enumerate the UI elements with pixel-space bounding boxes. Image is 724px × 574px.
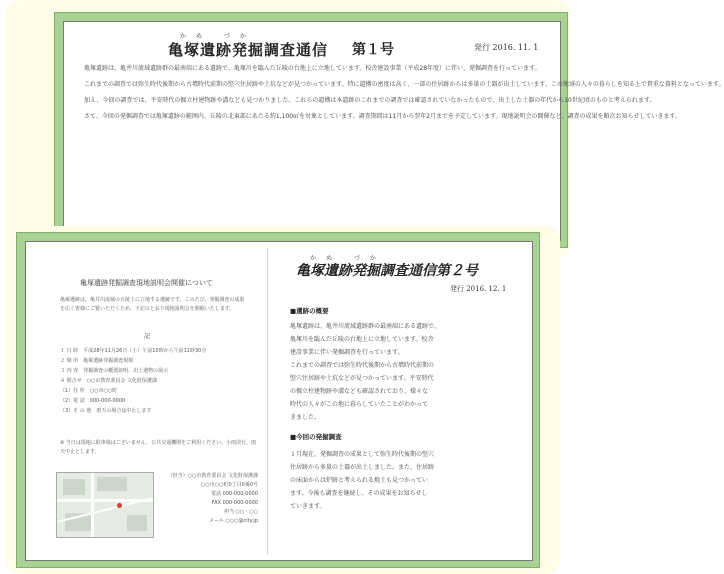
- meeting-notice-contact: [134, 472, 258, 526]
- meeting-notice-page: [26, 242, 266, 560]
- body-line: 時代の人々がこの地に暮らしていたことがわかって: [290, 401, 429, 408]
- body-line: の掘立柱建物跡や溝なども確認されており、様々な: [290, 388, 429, 395]
- body-line: 住居跡から多量の土器が出土しました。また、住居跡: [290, 464, 435, 471]
- newsletter-1-paragraph: 加え、今回の調査では、平安時代の掘立柱建物跡や溝なども見つかりました。これらの遺構は本遺跡のこれまでの調査では確認されていなかったもので、出土した土器の年代から10世紀頃のものと考えられます。: [84, 97, 656, 104]
- newsletter-1-frame: [54, 12, 724, 248]
- section-heading-current-dig: ■今回の発掘調査: [290, 433, 342, 441]
- page-divider: [267, 248, 268, 554]
- section-body-current-dig: [290, 448, 514, 513]
- newsletter-1-issue-number: 第１号: [352, 42, 394, 58]
- meeting-notice-ki: 記: [144, 333, 151, 340]
- newsletter-1-paragraph: 亀塚遺跡は、亀井川流域遺跡群の最南端にある遺跡で、亀塚川を臨んだ丘陵の台地上に立地しています。校舎建設事業（平成28年度）に伴い、発掘調査を行っています。: [84, 65, 541, 72]
- contact-line: FAX 000-000-0000: [211, 500, 258, 506]
- meeting-notice-item: ３ 内 容 発掘調査の概要説明、出土遺物の展示: [60, 368, 169, 374]
- newsletter-2-title: 亀塚遺跡発掘調査通信第２号: [296, 263, 478, 279]
- newsletter-2-frame: [16, 232, 540, 568]
- body-line: ます。今後も調査を継続し、その成果をお知らせし: [290, 490, 428, 497]
- newsletter-1-paragraph: これまでの調査では弥生時代後期から古墳時代前期の竪穴住居跡や土坑などが見つかっています。特に遺構の密度は高く、一部の住居跡からは多量の土器が出土しています。この地域の人々の暮らしを知る上で貴重な資料となっています。: [84, 81, 724, 88]
- newsletter-1-date: 発行 2016. 11. 1: [474, 43, 539, 52]
- newsletter-2-sheet: [25, 241, 533, 561]
- newsletter-2-page: [274, 242, 528, 560]
- newsletter-2-ruby: かめ づか: [310, 255, 386, 262]
- contact-line: （担当）○○市教育委員会 文化財保護課: [167, 473, 258, 479]
- meeting-notice-item: ４ 問合せ ○○市教育委員会 文化財保護課: [60, 378, 157, 384]
- newsletter-1-title: 亀塚遺跡発掘調査通信: [168, 41, 329, 59]
- meeting-notice-item: （2）電 話 000-000-0000: [60, 398, 126, 404]
- section-heading-overview: ■遺跡の概要: [290, 307, 329, 315]
- body-line: ていきます。: [290, 503, 326, 510]
- meeting-notice-item: （1）住 所 ○○市○○町: [60, 388, 118, 394]
- body-line: 建設事業に伴い発掘調査を行っています。: [290, 349, 404, 356]
- newsletter-1-paragraph: さて、今回の発掘調査では亀塚遺跡の範囲内、丘陵の北東部にあたる約1,100㎡を対象としています。調査期間は11月から翌年2月までを予定しています。現地説明会の開催など、調査の成果を順次お知らせしていきます。: [84, 113, 681, 120]
- site-location-marker: [117, 503, 122, 508]
- meeting-notice-items: [60, 346, 256, 416]
- meeting-notice-note: ※ 当日は現地に駐車場はございません。公共交通機関をご利用ください。小雨決行、雨天中止とします。: [60, 440, 257, 455]
- newsletter-2-date: 発行 2016. 12. 1: [450, 285, 507, 293]
- body-line: の床面からは炉跡と考えられる焼土も見つかってい: [290, 477, 429, 484]
- section-body-overview: [290, 320, 514, 424]
- contact-line: 電話 000-000-0000: [210, 491, 258, 497]
- body-line: これまでの調査では弥生時代後期から古墳時代前期の: [290, 362, 435, 369]
- meeting-notice-item: １ 日 時 平成28年11月26日（土）午前10時から午前11時30分: [60, 348, 207, 354]
- newsletter-1-body: [76, 62, 724, 126]
- meeting-notice-item: （3）そ の 他 雨天の場合は中止します: [60, 408, 152, 414]
- body-line: １月現在、発掘調査の成果として弥生時代後期の竪穴: [290, 451, 435, 458]
- body-line: 竪穴住居跡や土坑などが見つかっています。平安時代: [290, 375, 434, 382]
- meeting-notice-intro: 亀塚遺跡は、亀井川流域の丘陵上に立地する遺跡です。このたび、発掘調査の成果を広く皆様にご覧いただくため、下記のとおり現地説明会を開催いたします。: [60, 297, 245, 312]
- newsletter-1-ruby: かめ づか: [180, 33, 256, 40]
- body-line: 亀塚川を臨んだ丘陵の台地上に立地しています。校舎: [290, 336, 434, 343]
- newsletter-1-sheet: [63, 21, 724, 241]
- newsletter-1-card: [6, 0, 724, 258]
- contact-line: ○○市○○町0丁目0番0号: [201, 482, 258, 488]
- body-line: 亀塚遺跡は、亀井川流域遺跡群の最南端にある遺跡で、: [290, 323, 440, 330]
- body-line: きました。: [290, 414, 321, 421]
- meeting-notice-item: ２ 場 所 亀塚遺跡発掘調査現場: [60, 358, 134, 364]
- contact-line: メール ○○○@city.jp: [208, 518, 258, 524]
- newsletter-2-card: [6, 226, 560, 574]
- meeting-notice-title: 亀塚遺跡発掘調査現地説明会開催について: [80, 279, 213, 287]
- contact-line: 担当 ○○・○○: [223, 509, 258, 515]
